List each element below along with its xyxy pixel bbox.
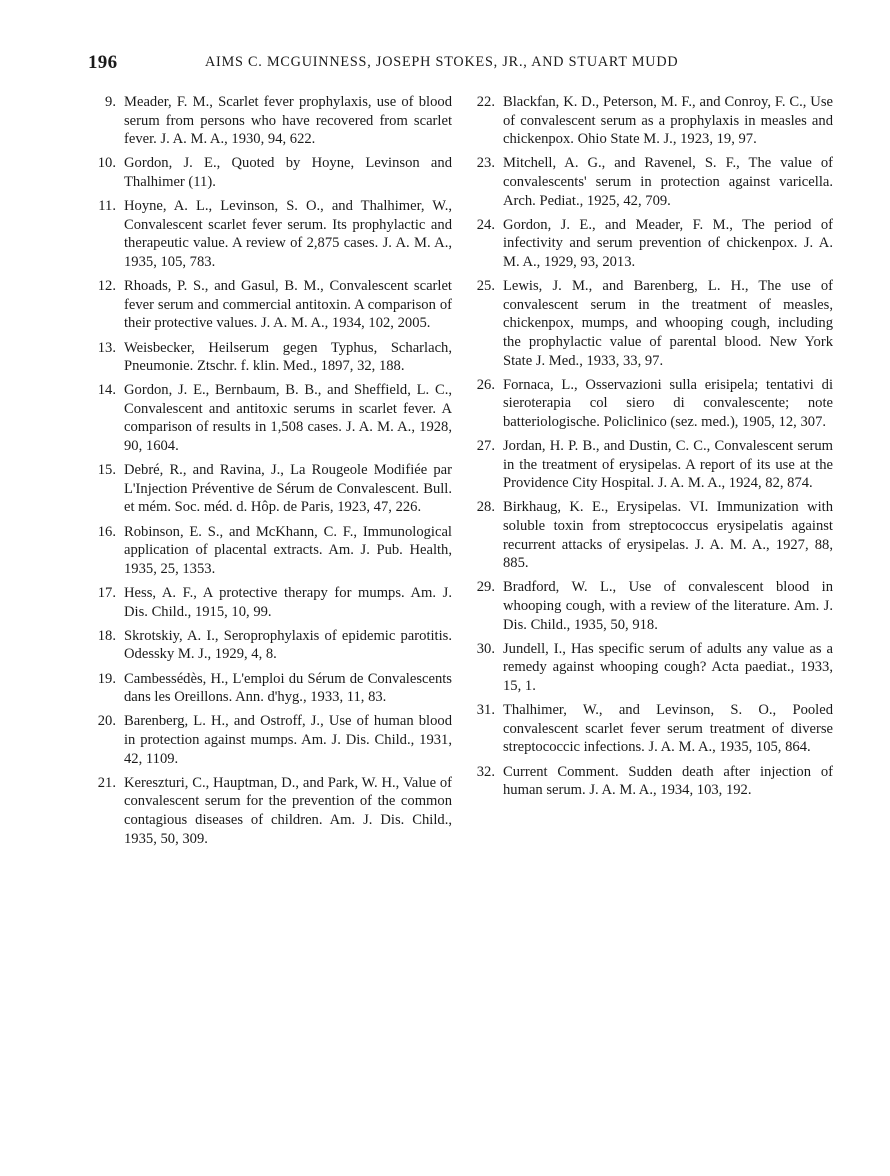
reference-item (90, 197, 452, 271)
reference-text: Weisbecker, Heilserum gegen Typhus, Scharlach, Pneumonie. Ztschr. f. klin. Med., 1897, 32, 188. (124, 339, 452, 375)
reference-item (90, 381, 452, 455)
reference-number: 30. (476, 640, 495, 657)
reference-text: Fornaca, L., Osservazioni sulla erisipela; tentativi di sieroterapia col siero di convalescente; note batteriologische. Policlinico (sez. med.), 1905, 12, 307. (503, 376, 833, 430)
references-right-column (469, 93, 833, 805)
reference-item (90, 339, 452, 376)
reference-number: 29. (476, 579, 495, 596)
reference-number: 32. (476, 763, 495, 780)
reference-number: 23. (476, 155, 495, 172)
reference-number: 24. (476, 216, 495, 233)
reference-number: 16. (97, 523, 116, 540)
reference-number: 25. (476, 278, 495, 295)
reference-item (90, 93, 452, 149)
reference-number: 11. (98, 198, 116, 215)
references-left-column (90, 93, 452, 854)
reference-number: 14. (97, 382, 116, 399)
page-header (0, 52, 890, 82)
reference-number: 31. (476, 702, 495, 719)
reference-number: 12. (97, 278, 116, 295)
reference-text: Lewis, J. M., and Barenberg, L. H., The use of convalescent serum in the treatment of measles, chickenpox, mumps, and whooping cough, including the prophylactic value of parental blood. New York State J. Med., 1933, 33, 97. (503, 278, 833, 369)
reference-number: 9. (105, 94, 116, 110)
reference-text: Kereszturi, C., Hauptman, D., and Park, W. H., Value of convalescent serum for the prevention of the common contagious diseases of children. Am. J. Dis. Child., 1935, 50, 309. (124, 774, 452, 847)
reference-text: Jordan, H. P. B., and Dustin, C. C., Convalescent serum in the treatment of erysipelas. A report of its use at the Providence City Hospital. J. A. M. A., 1924, 82, 874. (503, 438, 833, 492)
reference-text: Cambessédès, H., L'emploi du Sérum de Convalescents dans les Oreillons. Ann. d'hyg., 1933, 11, 83. (124, 670, 452, 706)
reference-item (469, 763, 833, 800)
reference-text: Blackfan, K. D., Peterson, M. F., and Conroy, F. C., Use of convalescent serum as a prophylaxis in measles and chickenpox. Ohio State M. J., 1923, 19, 97. (503, 94, 833, 148)
reference-item (469, 93, 833, 149)
reference-item (469, 216, 833, 272)
reference-number: 19. (97, 670, 116, 687)
running-head: AIMS C. MCGUINNESS, JOSEPH STOKES, JR., AND STUART MUDD (205, 54, 679, 70)
reference-number: 28. (476, 499, 495, 516)
reference-item (90, 277, 452, 333)
reference-number: 21. (97, 774, 116, 791)
reference-number: 17. (97, 585, 116, 601)
reference-number: 10. (97, 155, 116, 172)
reference-text: Rhoads, P. S., and Gasul, B. M., Convalescent scarlet fever serum and commercial antitoxin. A comparison of their protective values. J. A. M. A., 1934, 102, 2005. (124, 278, 452, 332)
reference-number: 26. (476, 376, 495, 393)
reference-item (469, 154, 833, 210)
reference-text: Mitchell, A. G., and Ravenel, S. F., The value of convalescents' serum in protection against varicella. Arch. Pediat., 1925, 42, 709. (503, 155, 833, 209)
reference-text: Hess, A. F., A protective therapy for mumps. Am. J. Dis. Child., 1915, 10, 99. (124, 585, 452, 620)
reference-number: 18. (97, 627, 116, 644)
reference-text: Skrotskiy, A. I., Seroprophylaxis of epidemic parotitis. Odessky M. J., 1929, 4, 8. (124, 627, 452, 663)
reference-item (90, 712, 452, 768)
reference-item (90, 774, 452, 848)
reference-number: 15. (97, 462, 116, 479)
reference-text: Meader, F. M., Scarlet fever prophylaxis, use of blood serum from persons who have recovered from scarlet fever. J. A. M. A., 1930, 94, 622. (124, 94, 452, 148)
reference-text: Gordon, J. E., Bernbaum, B. B., and Sheffield, L. C., Convalescent and antitoxic serums in scarlet fever. A comparison of results in 1,508 cases. J. A. M. A., 1928, 90, 1604. (124, 382, 452, 455)
reference-number: 27. (476, 438, 495, 455)
reference-item (469, 437, 833, 493)
reference-text: Debré, R., and Ravina, J., La Rougeole Modifiée par L'Injection Préventive de Sérum de Convalescent. Bull. et mém. Soc. méd. d. Hôp. de Paris, 1923, 47, 226. (124, 462, 452, 516)
reference-item (469, 277, 833, 370)
reference-item (90, 523, 452, 579)
reference-item (90, 584, 452, 621)
reference-text: Current Comment. Sudden death after injection of human serum. J. A. M. A., 1934, 103, 192. (503, 763, 833, 799)
reference-text: Bradford, W. L., Use of convalescent blood in whooping cough, with a review of the literature. Am. J. Dis. Child., 1935, 50, 918. (503, 579, 833, 633)
reference-text: Robinson, E. S., and McKhann, C. F., Immunological application of placental extracts. Am. J. Pub. Health, 1935, 25, 1353. (124, 523, 452, 577)
reference-number: 22. (476, 94, 495, 110)
reference-item (469, 701, 833, 757)
reference-item (469, 578, 833, 634)
reference-item (469, 640, 833, 696)
reference-text: Thalhimer, W., and Levinson, S. O., Pooled convalescent scarlet fever serum treatment of diverse streptococcic infections. J. A. M. A., 1935, 105, 864. (503, 702, 833, 756)
reference-text: Gordon, J. E., and Meader, F. M., The period of infectivity and serum prevention of chickenpox. J. A. M. A., 1929, 93, 2013. (503, 216, 833, 270)
reference-text: Birkhaug, K. E., Erysipelas. VI. Immunization with soluble toxin from streptococcus erysipelatis against recurrent attacks of erysipelas. J. A. M. A., 1927, 88, 885. (503, 499, 833, 572)
reference-item (90, 670, 452, 707)
page-number: 196 (88, 52, 118, 73)
reference-text: Jundell, I., Has specific serum of adults any value as a remedy against whooping cough? Acta paediat., 1933, 15, 1. (503, 640, 833, 694)
reference-item (90, 627, 452, 664)
reference-text: Hoyne, A. L., Levinson, S. O., and Thalhimer, W., Convalescent scarlet fever serum. Its prophylactic and therapeutic value. A review of 2,875 cases. J. A. M. A., 1935, 105, 783. (124, 198, 452, 270)
reference-item (469, 376, 833, 432)
reference-item (90, 154, 452, 191)
reference-text: Barenberg, L. H., and Ostroff, J., Use of human blood in protection against mumps. Am. J. Dis. Child., 1931, 42, 1109. (124, 713, 452, 767)
reference-text: Gordon, J. E., Quoted by Hoyne, Levinson and Thalhimer (11). (124, 155, 452, 190)
reference-item (90, 461, 452, 517)
reference-item (469, 498, 833, 572)
reference-number: 13. (97, 339, 116, 356)
reference-number: 20. (97, 713, 116, 730)
